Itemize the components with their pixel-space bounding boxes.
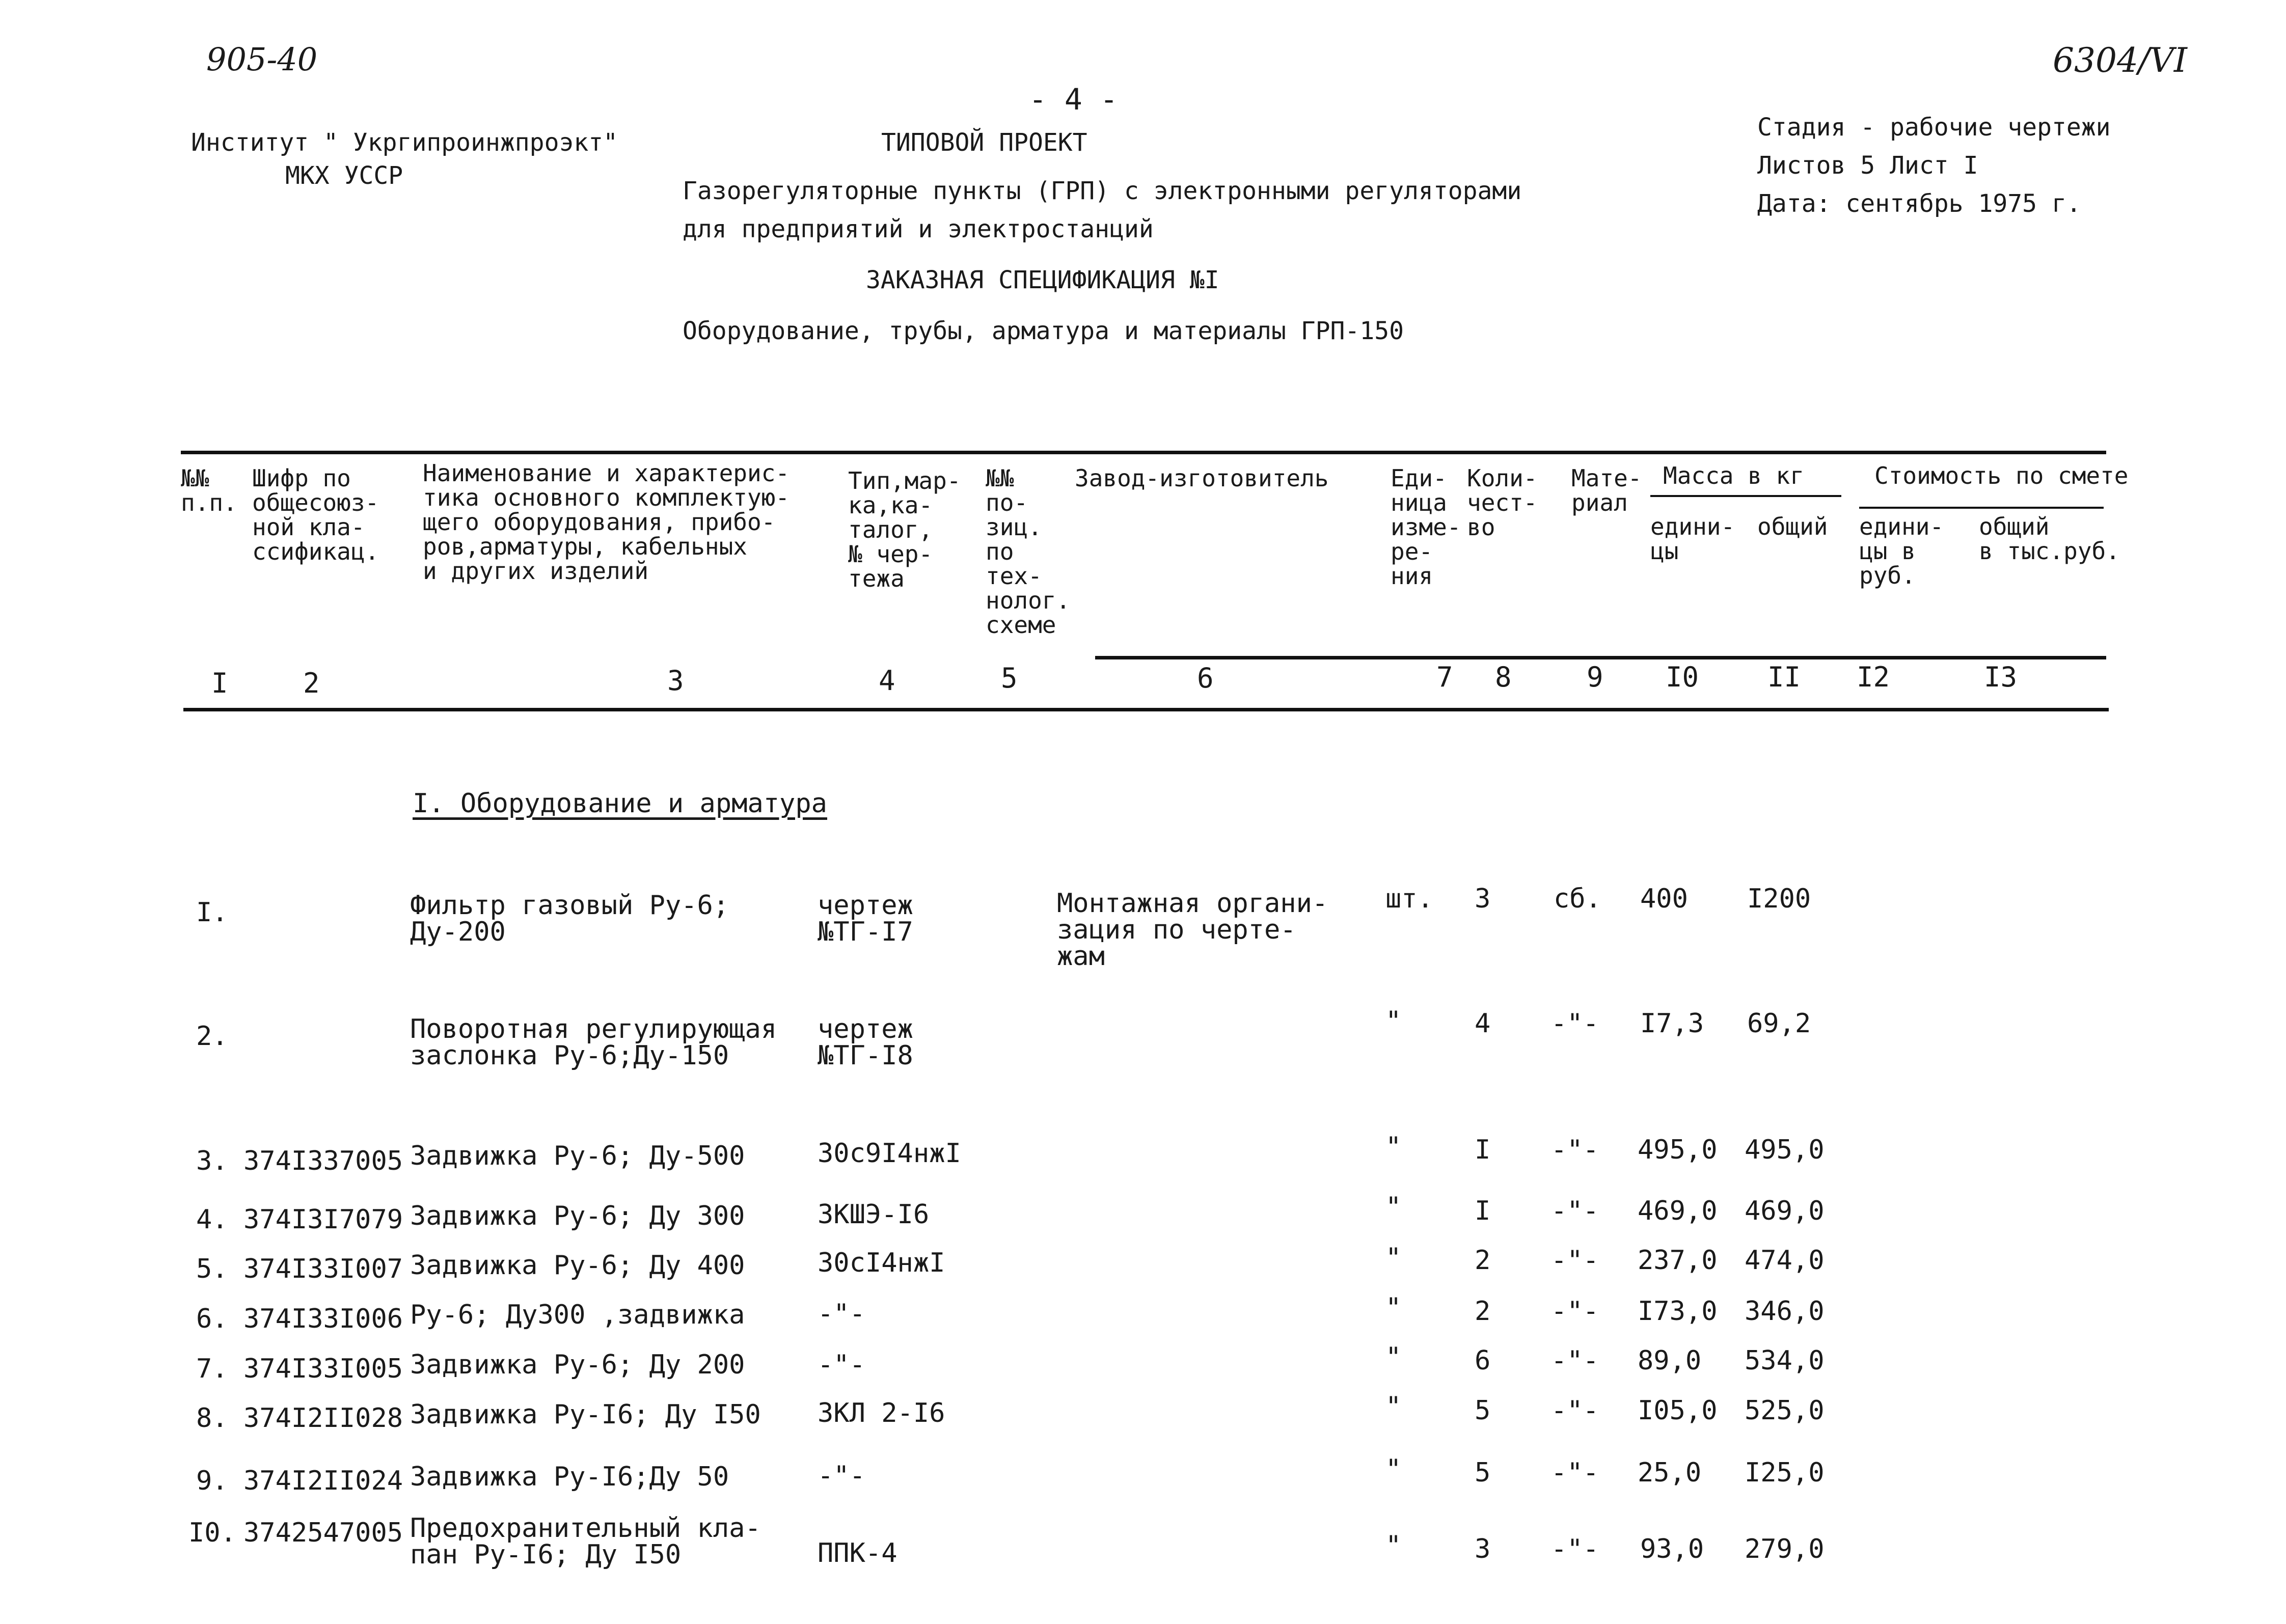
row-unit: " (1385, 1342, 1402, 1372)
row-mass-total: I200 (1747, 884, 1811, 914)
col-header-cost-total: общий в тыс.руб. (1979, 513, 2120, 565)
column-number-5: 5 (1001, 662, 1018, 694)
table-header-rule (1095, 656, 2106, 659)
row-mass-unit: 25,0 (1638, 1457, 1702, 1488)
row-code: 374I3I7079 (243, 1204, 403, 1235)
row-type: -"- (818, 1299, 865, 1329)
row-mass-total: 525,0 (1745, 1395, 1825, 1426)
row-qty: 5 (1475, 1457, 1491, 1488)
row-mass-total: 279,0 (1745, 1534, 1825, 1564)
column-number-7: 7 (1436, 661, 1453, 693)
row-name: Задвижка Ру-6; Ду 400 (410, 1250, 745, 1281)
row-code: 374I33I005 (243, 1354, 403, 1384)
row-num: 5. (196, 1254, 228, 1284)
col-header-material: Мате- риал (1571, 464, 1642, 516)
row-material: -"- (1551, 1196, 1599, 1226)
row-qty: 3 (1475, 1534, 1491, 1564)
column-number-3: 3 (667, 665, 684, 697)
table-top-rule (181, 451, 2106, 454)
row-unit: " (1385, 1192, 1402, 1222)
column-number-11: II (1767, 661, 1801, 693)
col-header-qty: Коли- чест- во (1467, 464, 1538, 541)
row-code: 374I337005 (243, 1146, 403, 1176)
row-mass-unit: 93,0 (1640, 1534, 1704, 1564)
row-qty: 4 (1475, 1008, 1491, 1039)
column-number-9: 9 (1587, 661, 1603, 693)
row-mass-unit: 89,0 (1638, 1345, 1702, 1376)
project-title-line1: Газорегуляторные пункты (ГРП) с электронными регуляторами (683, 177, 1522, 205)
row-qty: 3 (1475, 884, 1491, 914)
row-mass-unit: 495,0 (1638, 1135, 1718, 1165)
row-maker: Монтажная органи- зация по черте- жам (1057, 888, 1328, 972)
col-header-name: Наименование и характерис- тика основного комплектую- щего оборудования, прибо- ров,арматуры, кабельных и других изделий (423, 459, 790, 585)
section-title: I. Оборудование и арматура (413, 788, 827, 819)
row-material: -"- (1551, 1345, 1599, 1376)
cost-sub-rule (1859, 507, 2104, 509)
row-mass-unit: I73,0 (1638, 1296, 1718, 1327)
row-name: Поворотная регулирующая заслонка Ру-6;Ду-150 (410, 1014, 777, 1071)
row-num: 8. (196, 1403, 228, 1434)
row-type: 30с9I4нжI (818, 1138, 961, 1169)
row-num: 7. (196, 1354, 228, 1384)
doc-code-left: 905-40 (206, 41, 318, 78)
row-unit: " (1385, 1006, 1402, 1036)
row-unit: " (1385, 1391, 1402, 1422)
row-type: чертеж №ТГ-I8 (818, 1014, 913, 1071)
row-name: Ру-6; Ду300 ,задвижка (410, 1300, 745, 1330)
row-num: 9. (196, 1466, 228, 1496)
col-header-position: №№ по- зиц. по тех- нолог. схеме (986, 464, 1071, 639)
row-num: 6. (196, 1304, 228, 1334)
col-header-type: Тип,мар- ка,ка- талог, № чер- тежа (848, 467, 961, 592)
row-qty: 2 (1475, 1245, 1491, 1276)
row-num: 3. (196, 1146, 228, 1176)
col-header-unit: Еди- ница изме- ре- ния (1391, 464, 1461, 590)
row-code: 374I2II028 (243, 1403, 403, 1434)
row-mass-total: 474,0 (1745, 1245, 1825, 1276)
row-unit: " (1385, 1530, 1402, 1561)
row-mass-unit: 237,0 (1638, 1245, 1718, 1276)
date-line: Дата: сентябрь 1975 г. (1757, 189, 2081, 218)
row-name: Предохранительный кла- пан Ру-I6; Ду I50 (410, 1513, 761, 1570)
row-material: сб. (1554, 884, 1601, 914)
row-mass-total: 534,0 (1745, 1345, 1825, 1376)
row-type: -"- (818, 1461, 865, 1491)
row-mass-total: 346,0 (1745, 1296, 1825, 1327)
col-header-mass-total: общий (1757, 513, 1828, 540)
spec-subtitle: Оборудование, трубы, арматура и материалы ГРП-150 (683, 317, 1404, 345)
row-material: -"- (1551, 1245, 1599, 1276)
row-qty: I (1475, 1196, 1491, 1226)
col-header-maker: Завод-изготовитель (1075, 464, 1329, 492)
row-material: -"- (1551, 1008, 1599, 1039)
col-header-mass: Масса в кг (1663, 462, 1804, 489)
row-type: чертеж №ТГ-I7 (818, 890, 913, 947)
row-code: 3742547005 (243, 1518, 403, 1548)
row-unit: " (1385, 1454, 1402, 1484)
row-code: 374I33I006 (243, 1304, 403, 1334)
project-title-line2: для предприятий и электростанций (683, 215, 1154, 243)
row-mass-unit: 400 (1640, 884, 1688, 914)
col-header-cost: Стоимость по смете (1874, 462, 2129, 489)
row-qty: I (1475, 1135, 1491, 1165)
row-unit: " (1385, 1243, 1402, 1273)
row-material: -"- (1551, 1135, 1599, 1165)
row-unit: " (1385, 1292, 1402, 1323)
row-qty: 2 (1475, 1296, 1491, 1327)
row-num: I. (196, 897, 228, 928)
col-header-cost-unit: едини- цы в руб. (1859, 513, 1944, 589)
row-material: -"- (1551, 1534, 1599, 1564)
row-mass-unit: 469,0 (1638, 1196, 1718, 1226)
col-header-mass-unit: едини- цы (1650, 513, 1735, 565)
row-material: -"- (1551, 1457, 1599, 1488)
table-columns-rule (183, 708, 2109, 711)
column-number-6: 6 (1197, 662, 1214, 694)
row-name: Задвижка Ру-6; Ду 200 (410, 1350, 745, 1380)
row-name: Задвижка Ру-6; Ду-500 (410, 1141, 745, 1171)
column-number-8: 8 (1495, 661, 1512, 693)
column-number-2: 2 (303, 667, 320, 699)
row-unit: шт. (1385, 884, 1433, 914)
mass-sub-rule (1650, 495, 1841, 497)
col-header-code: Шифр по общесоюз- ной кла- ссификац. (252, 464, 379, 565)
column-number-12: I2 (1857, 661, 1890, 693)
row-name: Задвижка Ру-6; Ду 300 (410, 1201, 745, 1231)
row-type: ЗКШЭ-I6 (818, 1199, 930, 1230)
row-type: 30сI4нжI (818, 1248, 945, 1278)
row-num: 2. (196, 1021, 228, 1052)
doc-code-right: 6304/VI (2053, 41, 2187, 80)
row-type: ППК-4 (818, 1538, 897, 1568)
row-type: -"- (818, 1350, 865, 1380)
row-code: 374I2II024 (243, 1466, 403, 1496)
row-mass-total: I25,0 (1745, 1457, 1825, 1488)
spec-title: ЗАКАЗНАЯ СПЕЦИФИКАЦИЯ №I (866, 266, 1219, 294)
project-type: ТИПОВОЙ ПРОЕКТ (881, 128, 1087, 157)
row-name: Фильтр газовый Ру-6; Ду-200 (410, 890, 729, 947)
row-mass-total: 469,0 (1745, 1196, 1825, 1226)
row-code: 374I33I007 (243, 1254, 403, 1284)
row-mass-total: 495,0 (1745, 1135, 1825, 1165)
row-name: Задвижка Ру-I6;Ду 50 (410, 1462, 729, 1492)
row-num: 4. (196, 1204, 228, 1235)
row-qty: 6 (1475, 1345, 1491, 1376)
row-type: ЗКЛ 2-I6 (818, 1398, 945, 1428)
row-mass-unit: I7,3 (1640, 1008, 1704, 1039)
stage-line: Стадия - рабочие чертежи (1757, 113, 2111, 142)
institute-name: Институт " Укргипроинжпроэкт" (191, 128, 618, 157)
page-number: - 4 - (1029, 82, 1118, 117)
sheets-line: Листов 5 Лист I (1757, 151, 1978, 180)
col-header-num: №№ п.п. (181, 464, 237, 516)
row-qty: 5 (1475, 1395, 1491, 1426)
row-mass-unit: I05,0 (1638, 1395, 1718, 1426)
row-material: -"- (1551, 1296, 1599, 1327)
institute-ministry: МКХ УССР (285, 161, 403, 190)
column-number-4: 4 (879, 665, 895, 697)
row-mass-total: 69,2 (1747, 1008, 1811, 1039)
column-number-10: I0 (1666, 661, 1699, 693)
column-number-1: I (211, 667, 228, 699)
row-name: Задвижка Ру-I6; Ду I50 (410, 1399, 761, 1430)
row-num: I0. (188, 1518, 236, 1548)
row-unit: " (1385, 1132, 1402, 1162)
row-material: -"- (1551, 1395, 1599, 1426)
column-number-13: I3 (1984, 661, 2018, 693)
